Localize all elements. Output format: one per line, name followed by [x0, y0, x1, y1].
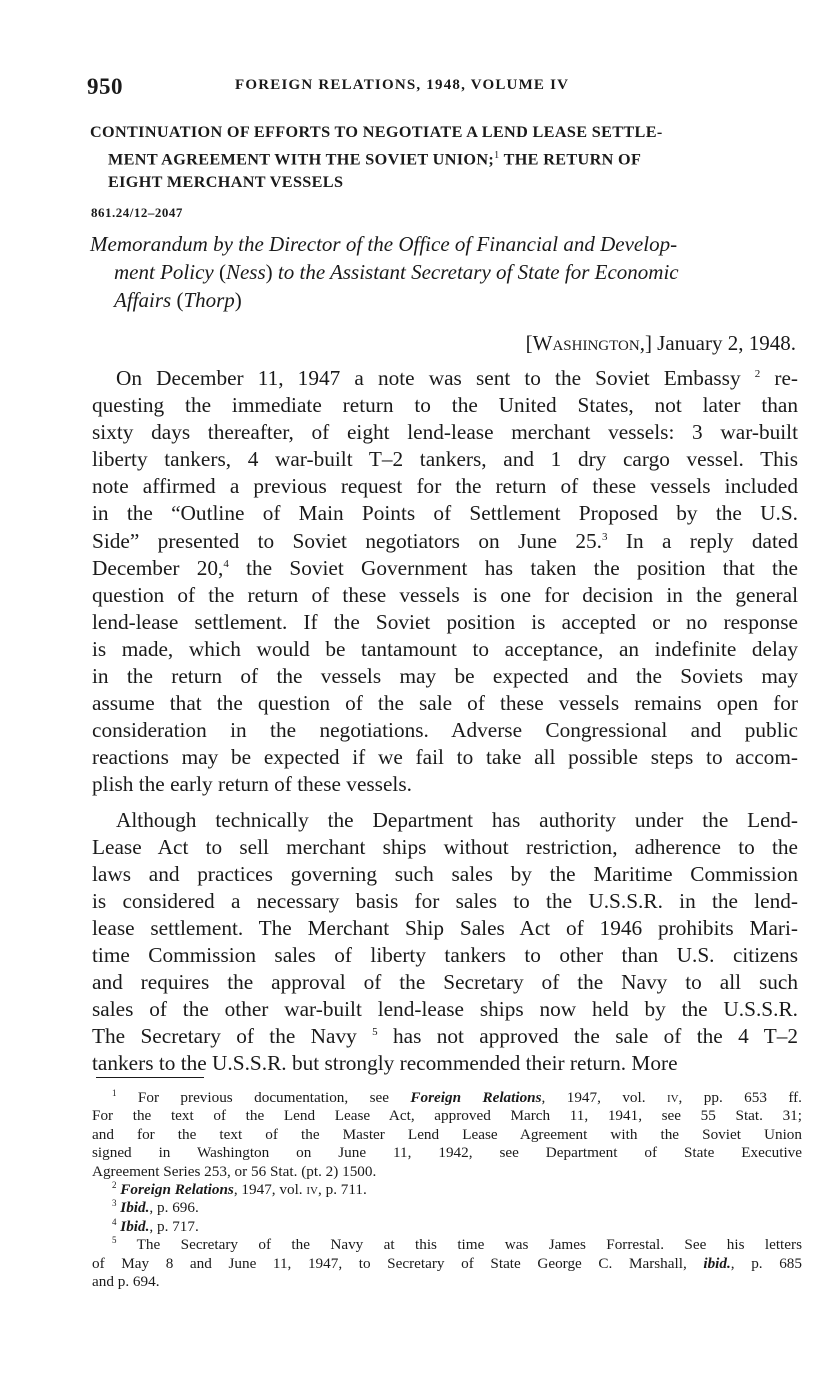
document-title-line: Memorandum by the Director of the Office of Financial and Develop-	[90, 232, 678, 256]
author-name: Ness	[225, 260, 266, 284]
body-line	[92, 1023, 798, 1050]
footnote-ref: 3	[602, 530, 608, 543]
paren: (	[176, 288, 184, 312]
file-number: 861.24/12–2047	[91, 205, 183, 220]
body-line: lease settlement. The Merchant Ship Sales Act of 1946 prohibits Mari-	[92, 915, 798, 940]
body-line: liberty tankers, 4 war-built T–2 tankers, and 1 dry cargo vessel. This	[92, 447, 798, 472]
body-text: In a reply dated	[607, 528, 798, 553]
body-text: December 20,	[92, 555, 224, 580]
footnote-citation: Ibid.	[120, 1217, 150, 1235]
footnote-text: For previous documentation, see	[116, 1089, 411, 1106]
memo-body	[92, 365, 798, 1077]
section-title-line: CONTINUATION OF EFFORTS TO NEGOTIATE A LEND LEASE SETTLE-	[90, 123, 663, 141]
paren: (	[218, 260, 226, 284]
footnote-line: and p. 694.	[92, 1273, 160, 1291]
body-line: plish the early return of these vessels.	[92, 772, 412, 797]
running-head-title: FOREIGN RELATIONS, 1948, VOLUME IV	[235, 77, 570, 93]
footnote-text: , p. 717.	[149, 1217, 199, 1235]
footnote-line: signed in Washington on June 11, 1942, see Department of State Executive	[92, 1144, 802, 1162]
footnote-citation: Foreign Relations	[410, 1089, 542, 1106]
section-title-line	[90, 144, 802, 171]
footnote-citation: Foreign Relations	[120, 1181, 234, 1199]
section-title-text: THE RETURN OF	[499, 150, 642, 169]
paren: )	[234, 288, 242, 312]
body-text: Side” presented to Soviet negotiators on June 25.	[92, 528, 602, 553]
footnote-line	[92, 1236, 802, 1254]
body-line: and requires the approval of the Secretary of the Navy to all such	[92, 970, 798, 995]
body-line: laws and practices governing such sales by the Maritime Commission	[92, 861, 798, 886]
body-text: On December 11, 1947 a note was sent to the Soviet Embassy	[116, 366, 741, 390]
footnote-line	[92, 1255, 802, 1273]
body-line	[92, 528, 798, 555]
footnote-ref: 4	[223, 557, 229, 570]
footnote-ref: 2	[754, 367, 761, 380]
running-header	[87, 74, 687, 102]
footnote-mark: 2	[112, 1179, 117, 1190]
body-line: tankers to the U.S.S.R. but strongly recommended their return. More	[92, 1051, 678, 1076]
footnote-text: of May 8 and June 11, 1947, to Secretary of State George C. Marshall,	[92, 1254, 704, 1272]
body-line: sales of the other war-built lend-lease ships now held by the U.S.S.R.	[92, 997, 798, 1022]
document-title-text: to the Assistant Secretary of State for Economic	[272, 260, 679, 284]
document-title-line	[90, 286, 802, 314]
footnote-text: , p. 685	[730, 1254, 802, 1272]
footnote-citation: ibid.	[703, 1254, 731, 1272]
footnote-line: For the text of the Lend Lease Act, approved March 11, 1941, see 55 Stat. 31;	[92, 1107, 802, 1125]
body-line: assume that the question of the sale of these vessels remains open for	[92, 691, 798, 716]
footnote-mark: 3	[112, 1198, 117, 1209]
body-line: reactions may be expected if we fail to take all possible steps to accom-	[92, 745, 798, 770]
body-line: note affirmed a previous request for the return of these vessels included	[92, 474, 798, 499]
body-text: The Secretary of the Navy	[92, 1024, 357, 1049]
body-line: in the return of the vessels may be expected and the Soviets may	[92, 664, 798, 689]
body-line: lend-lease settlement. If the Soviet position is accepted or no response	[92, 609, 798, 634]
footnote-citation: Ibid.	[120, 1199, 150, 1217]
footnote-mark: 5	[112, 1235, 117, 1246]
footnote-ref: 5	[372, 1026, 378, 1039]
dateline-date: ,] January 2, 1948.	[639, 331, 796, 355]
footnote-volume: iv	[306, 1181, 318, 1199]
body-line: is considered a necessary basis for sales to the U.S.S.R. in the lend-	[92, 888, 798, 913]
document-title-text: Affairs	[114, 288, 177, 312]
footnote-line: Agreement Series 253, or 56 Stat. (pt. 2) 1500.	[92, 1162, 377, 1180]
page-number: 950	[87, 74, 123, 99]
footnote-line: and for the text of the Master Lend Lease Agreement with the Soviet Union	[92, 1125, 802, 1143]
paren: )	[265, 260, 273, 284]
dateline	[526, 331, 796, 356]
body-line: Although technically the Department has authority under the Lend-	[116, 807, 798, 832]
section-title-text: MENT AGREEMENT WITH THE SOVIET UNION;	[108, 150, 495, 169]
footnote-text: , p. 711.	[318, 1181, 367, 1199]
bracket: [	[525, 331, 533, 355]
body-line: questing the immediate return to the United States, not later than	[92, 393, 798, 418]
document-title-line	[90, 258, 802, 286]
body-line: consideration in the negotiations. Adverse Congressional and public	[92, 718, 798, 743]
footnote-text: , pp. 653 ff.	[678, 1089, 802, 1106]
footnote-mark: 4	[112, 1216, 117, 1227]
body-line: sixty days thereafter, of eight lend-lease merchant vessels: 3 war-built	[92, 420, 798, 445]
body-line	[92, 365, 798, 392]
section-title-line: EIGHT MERCHANT VESSELS	[108, 173, 344, 192]
footnote-divider	[96, 1077, 204, 1078]
body-text: re-	[760, 366, 798, 390]
footnote-mark: 1	[112, 1087, 117, 1098]
footnote-ref: 1	[494, 150, 500, 161]
footnote-line	[92, 1181, 802, 1199]
body-text: has not approved the sale of the 4 T–2	[377, 1024, 799, 1049]
document-title-text: ment Policy	[114, 260, 219, 284]
footnote-text: , 1947, vol.	[541, 1089, 667, 1106]
footnote-text: , 1947, vol.	[233, 1181, 307, 1199]
document-title	[90, 230, 802, 314]
body-line: is made, which would be tantamount to acceptance, an indefinite delay	[92, 636, 798, 661]
body-line: time Commission sales of liberty tankers to other than U.S. citizens	[92, 942, 798, 967]
footnotes	[92, 1089, 802, 1291]
body-line: in the “Outline of Main Points of Settlement Proposed by the U.S.	[92, 501, 798, 526]
footnote-line	[92, 1218, 802, 1236]
footnote-text: The Secretary of the Navy at this time was James Forrestal. See his letters	[116, 1236, 802, 1254]
dateline-place: Washington	[532, 331, 640, 355]
footnote-volume: iv	[666, 1089, 679, 1106]
body-text: the Soviet Government has taken the position that the	[228, 555, 798, 580]
section-title	[90, 121, 802, 194]
body-line: Lease Act to sell merchant ships without restriction, adherence to the	[92, 834, 798, 859]
recipient-name: Thorp	[183, 288, 235, 312]
footnote-line	[92, 1089, 802, 1107]
footnote-line	[92, 1199, 802, 1217]
body-line: question of the return of these vessels is one for decision in the general	[92, 582, 798, 607]
body-line	[92, 555, 798, 582]
footnote-text: , p. 696.	[149, 1199, 199, 1217]
